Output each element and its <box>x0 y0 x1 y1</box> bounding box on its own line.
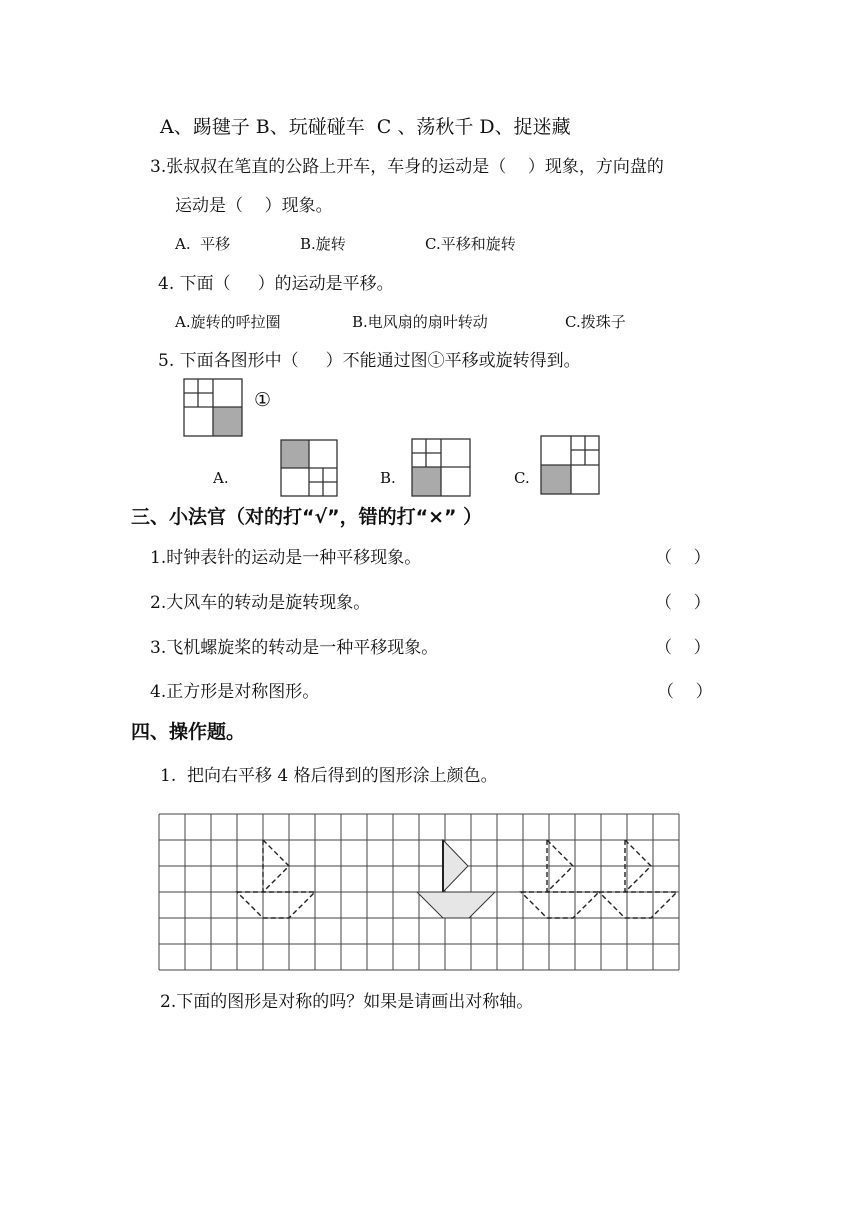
q2-item3-line2: 运动是（ ）现象。 <box>175 196 333 216</box>
choice-a-label: A. <box>213 469 229 487</box>
figure-ref-label: ① <box>254 389 272 411</box>
operation-item-1: 1. 把向右平移 4 格后得到的图形涂上颜色。 <box>160 766 498 786</box>
q2-item3-line1: 3.张叔叔在笔直的公路上开车，车身的运动是（ ）现象，方向盘的 <box>150 157 664 177</box>
choice-b-label: B. <box>380 469 396 487</box>
figure-1 <box>184 379 242 436</box>
operation-item-2: 2.下面的图形是对称的吗？如果是请画出对称轴。 <box>160 992 534 1012</box>
figure-option-b <box>412 439 470 496</box>
dashed-boat-1 <box>237 840 315 918</box>
q2-item4-line: 4. 下面（ ）的运动是平移。 <box>158 274 394 294</box>
judge-item-1: 1.时钟表针的运动是一种平移现象。 <box>150 548 422 568</box>
section3-heading: 三、小法官（对的打“√”，错的打“×” ） <box>131 506 483 528</box>
figure-option-c <box>541 436 599 494</box>
q2-options-line: A、踢毽子 B、玩碰碰车 C 、荡秋千 D、捉迷藏 <box>160 116 571 138</box>
original-boat <box>417 840 495 918</box>
answer-paren-1[interactable]: （ ） <box>655 548 711 568</box>
judge-item-4: 4.正方形是对称图形。 <box>150 682 320 702</box>
q2-item4-option-b: B.电风扇的扇叶转动 <box>352 313 488 331</box>
q2-item4-option-a: A.旋转的呼拉圈 <box>175 313 281 331</box>
dashed-boat-2 <box>521 840 599 918</box>
figure-option-a <box>281 440 337 496</box>
q2-item5-line: 5. 下面各图形中（ ）不能通过图①平移或旋转得到。 <box>158 351 581 371</box>
choice-c-label: C. <box>514 469 530 487</box>
answer-paren-4[interactable]: （ ） <box>657 682 713 702</box>
grid-lines <box>159 814 679 970</box>
answer-paren-3[interactable]: （ ） <box>655 638 711 658</box>
judge-item-2: 2.大风车的转动是旋转现象。 <box>150 593 371 613</box>
judge-item-3: 3.飞机螺旋桨的转动是一种平移现象。 <box>150 638 439 658</box>
q2-item3-option-b: B.旋转 <box>300 235 346 253</box>
answer-paren-2[interactable]: （ ） <box>655 593 711 613</box>
q2-item3-option-c: C.平移和旋转 <box>425 235 516 253</box>
section4-heading: 四、操作题。 <box>131 721 246 743</box>
q2-item4-option-c: C.拨珠子 <box>565 313 626 331</box>
q2-item3-option-a: A. 平移 <box>175 235 231 253</box>
dashed-boat-3 <box>599 840 677 918</box>
